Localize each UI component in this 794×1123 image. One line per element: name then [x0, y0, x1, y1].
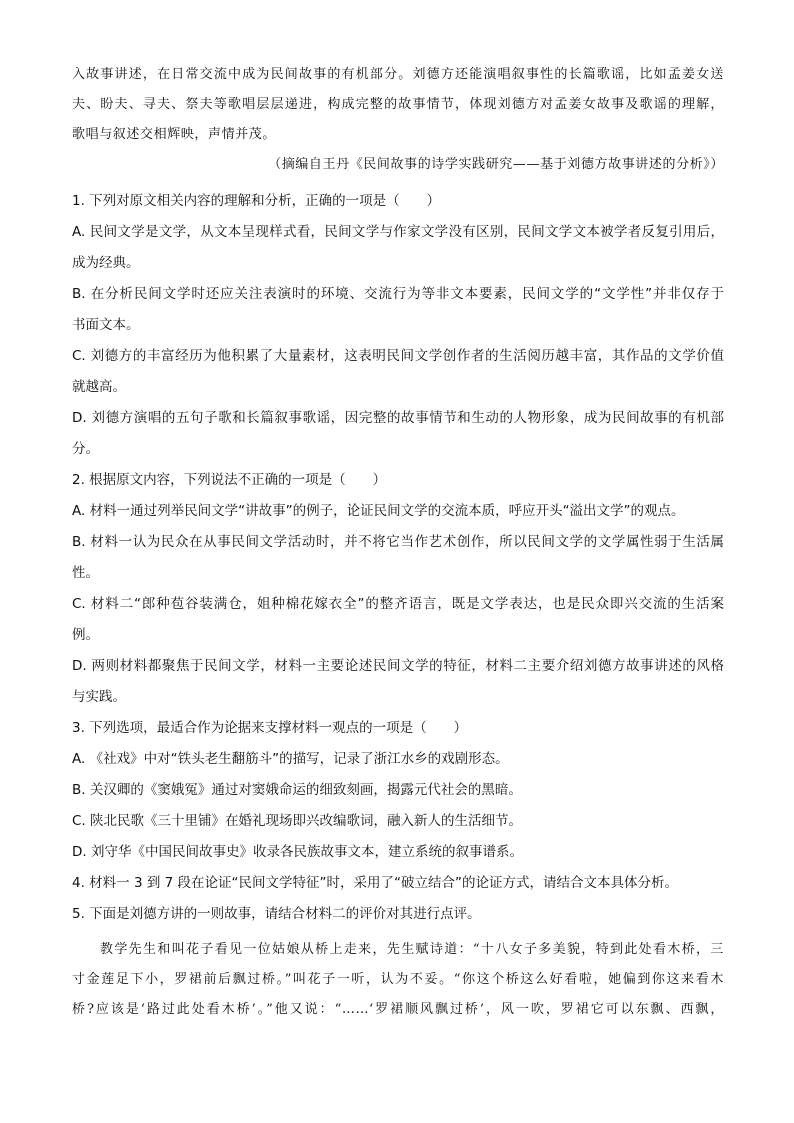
option-b-continued: 书面文本。	[72, 317, 140, 333]
material2-tail-paragraph	[72, 60, 724, 180]
question-1	[72, 186, 724, 465]
option-a-continued: 成为经典。	[72, 255, 140, 271]
option-c: C. 刘德方的丰富经历为他积累了大量素材，这表明民间文学创作者的生活阅历越丰富，其作品的文学价值	[72, 348, 724, 364]
option-c-continued: 例。	[72, 627, 99, 643]
text-line: 桥?应该是‘路过此处看木桥’。”他又说：“……‘罗裙顺风飘过桥’，风一吹，罗裙它可以东飘、西飘，	[72, 1002, 724, 1017]
text-line: 歌唱与叙述交相辉映，声情并茂。	[72, 127, 277, 142]
option-b: B. 关汉卿的《窦娥冤》通过对窦娥命运的细致刻画，揭露元代社会的黑暗。	[72, 782, 522, 798]
option-a: A. 民间文学是文学，从文本呈现样式看，民间文学与作家文学没有区别，民间文学文本被学者反复引用后，	[72, 224, 724, 240]
option-d: D. 刘德方演唱的五句子歌和长篇叙事歌谣，因完整的故事情节和生动的人物形象，成为民间故事的有机部	[72, 410, 724, 426]
option-a: A. 《社戏》中对“铁头老生翻筋斗”的描写，记录了浙江水乡的戏剧形态。	[72, 751, 509, 767]
text-line: 寸金莲足下小，罗裙前后飘过桥。”叫花子一听，认为不妥。“你这个桥这么好看啦，她偏到你这来看木	[72, 972, 724, 987]
question-4	[72, 868, 724, 899]
question-stem: 4. 材料一 3 到 7 段在论证“民间文学特征”时，采用了“破立结合”的论证方式，请结合文本具体分析。	[72, 875, 678, 891]
option-c: C. 陕北民歌《三十里铺》在婚礼现场即兴改编歌词，融入新人的生活细节。	[72, 813, 523, 829]
option-c: C. 材料二“郎种苞谷装满仓，姐种棉花嫁衣全”的整齐语言，既是文学表达，也是民众即兴交流的生活案	[72, 596, 724, 612]
option-b: B. 在分析民间文学时还应关注表演时的环境、交流行为等非文本要素，民间文学的“文学性”并非仅存于	[72, 286, 724, 302]
source-citation: （摘编自王丹《民间故事的诗学实践研究——基于刘德方故事讲述的分析》）	[268, 157, 724, 172]
option-b: B. 材料一认为民众在从事民间文学活动时，并不将它当作艺术创作，所以民间文学的文学属性弱于生活属	[72, 534, 724, 550]
question-2	[72, 465, 724, 713]
question-stem: 1. 下列对原文相关内容的理解和分析，正确的一项是（ ）	[72, 193, 441, 209]
question-stem: 5. 下面是刘德方讲的一则故事，请结合材料二的评价对其进行点评。	[72, 906, 481, 922]
question-stem: 2. 根据原文内容，下列说法不正确的一项是（ ）	[72, 472, 387, 488]
question-stem: 3. 下列选项，最适合作为论据来支撑材料一观点的一项是（ ）	[72, 720, 468, 736]
option-d-continued: 分。	[72, 441, 99, 457]
option-c-continued: 就越高。	[72, 379, 126, 395]
text-line: 夫、盼夫、寻夫、祭夫等歌唱层层递进，构成完整的故事情节，体现刘德方对孟姜女故事及歌谣的理解，	[72, 97, 724, 112]
story-passage	[72, 935, 724, 1025]
question-5	[72, 899, 724, 930]
option-a: A. 材料一通过列举民间文学“讲故事”的例子，论证民间文学的交流本质，呼应开头“溢出文学”的观点。	[72, 503, 685, 519]
questions-section	[72, 186, 724, 930]
text-line: 入故事讲述，在日常交流中成为民间故事的有机部分。刘德方还能演唱叙事性的长篇歌谣，比如孟姜女送	[72, 67, 724, 82]
question-3	[72, 713, 724, 868]
option-d: D. 两则材料都聚焦于民间文学，材料一主要论述民间文学的特征，材料二主要介绍刘德方故事讲述的风格	[72, 658, 724, 674]
option-b-continued: 性。	[72, 565, 99, 581]
option-d: D. 刘守华《中国民间故事史》收录各民族故事文本，建立系统的叙事谱系。	[72, 844, 523, 860]
text-line: 教学先生和叫花子看见一位姑娘从桥上走来，先生赋诗道：“十八女子多美貌，特到此处看木桥，三	[100, 942, 724, 957]
option-d-continued: 与实践。	[72, 689, 126, 705]
